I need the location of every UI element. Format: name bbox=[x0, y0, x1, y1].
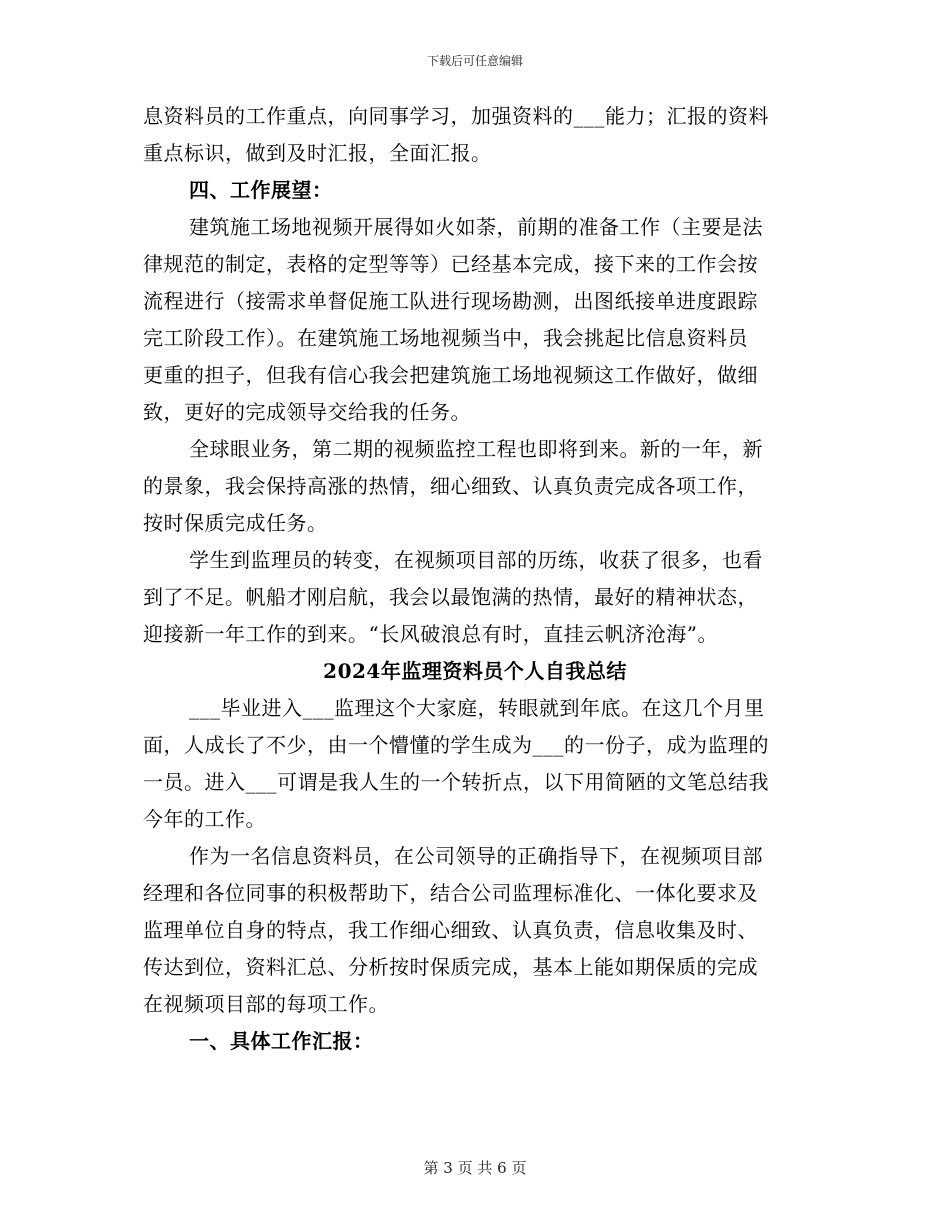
body-line: 在视频项目部的每项工作。 bbox=[143, 992, 389, 1016]
body-line: 律规范的制定，表格的定型等等）已经基本完成，接下来的工作会按 bbox=[143, 252, 758, 276]
body-line: 流程进行（接需求单督促施工队进行现场勘测，出图纸接单进度跟踪 bbox=[143, 289, 758, 313]
body-line: 迎接新一年工作的到来。“长风破浪总有时，直挂云帆济沧海”。 bbox=[143, 622, 718, 646]
body-line: 面，人成长了不少，由一个懵懂的学生成为___的一份子，成为监理的 bbox=[143, 733, 769, 757]
body-line: 传达到位，资料汇总、分析按时保质完成，基本上能如期保质的完成 bbox=[143, 955, 758, 979]
body-line: 更重的担子，但我有信心我会把建筑施工场地视频这工作做好，做细 bbox=[143, 363, 758, 387]
section-heading-work-report: 一、具体工作汇报： bbox=[189, 1029, 374, 1053]
body-line: ___毕业进入___监理这个大家庭，转眼就到年底。在这几个月里 bbox=[189, 696, 765, 720]
body-line: 一员。进入___可谓是我人生的一个转折点，以下用简陋的文笔总结我 bbox=[143, 770, 769, 794]
body-line: 监理单位自身的特点，我工作细心细致、认真负责，信息收集及时、 bbox=[143, 918, 758, 942]
page-number: 第 3 页 共 6 页 bbox=[423, 1159, 527, 1177]
body-line: 息资料员的工作重点，向同事学习，加强资料的___能力；汇报的资料 bbox=[143, 104, 769, 128]
body-line: 学生到监理员的转变，在视频项目部的历练，收获了很多，也看 bbox=[189, 548, 763, 572]
page-header-note: 下载后可任意编辑 bbox=[426, 54, 523, 68]
body-line: 经理和各位同事的积极帮助下，结合公司监理标准化、一体化要求及 bbox=[143, 881, 758, 905]
body-line: 到了不足。帆船才刚启航，我会以最饱满的热情，最好的精神状态， bbox=[143, 585, 758, 609]
body-line: 作为一名信息资料员，在公司领导的正确指导下，在视频项目部 bbox=[189, 844, 763, 868]
body-line: 完工阶段工作）。在建筑施工场地视频当中，我会挑起比信息资料员 bbox=[143, 326, 748, 350]
document-title: 2024年监理资料员个人自我总结 bbox=[323, 659, 627, 683]
body-line: 建筑施工场地视频开展得如火如荼，前期的准备工作（主要是法 bbox=[189, 215, 763, 239]
body-line: 全球眼业务，第二期的视频监控工程也即将到来。新的一年，新 bbox=[189, 437, 763, 461]
body-line: 今年的工作。 bbox=[143, 807, 266, 831]
section-heading-work-outlook: 四、工作展望： bbox=[189, 178, 333, 202]
body-line: 的景象，我会保持高涨的热情，细心细致、认真负责完成各项工作， bbox=[143, 474, 758, 498]
body-line: 重点标识，做到及时汇报，全面汇报。 bbox=[143, 141, 492, 165]
document-body bbox=[143, 104, 807, 1066]
body-line: 按时保质完成任务。 bbox=[143, 511, 328, 535]
body-line: 致，更好的完成领导交给我的任务。 bbox=[143, 400, 471, 424]
